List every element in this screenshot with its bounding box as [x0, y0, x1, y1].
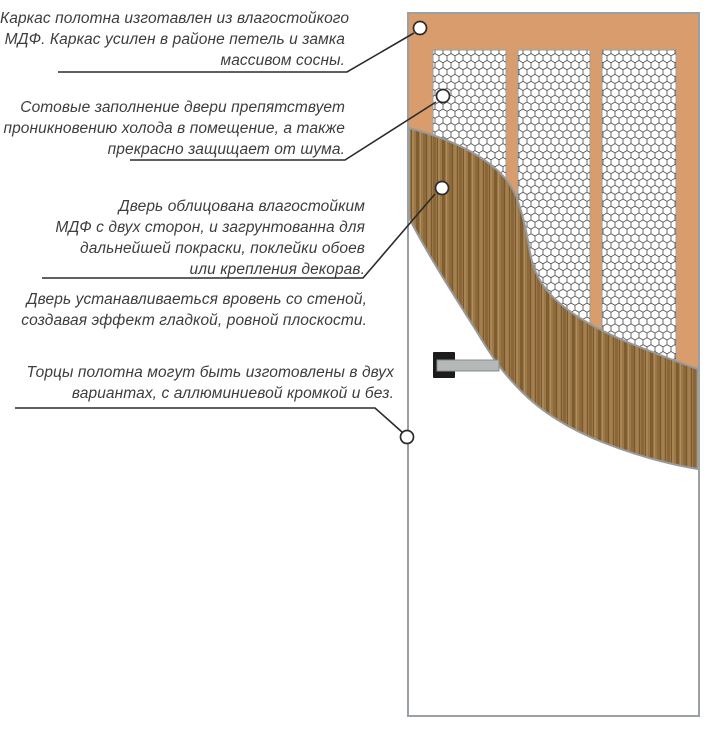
annotation-line: МДФ с двух сторон, и загрунтованна для — [55, 219, 365, 236]
annotation-cladding — [0, 196, 365, 280]
annotation-line: создавая эффект гладкой, ровной плоскости. — [21, 312, 367, 329]
annotation-edges — [0, 362, 394, 404]
annotation-frame — [0, 8, 350, 71]
annotation-line: или крепления декорав. — [189, 261, 365, 278]
door-handle-lever — [437, 360, 499, 371]
annotation-line: Дверь облицована влагостойким — [118, 198, 365, 215]
annotation-line: Сотовые заполнение двери препятствует — [20, 99, 345, 116]
annotation-line: массивом сосны. — [220, 52, 345, 69]
annotation-line: проникновению холода в помещение, а также — [3, 120, 345, 137]
annotation-line: вариантах, с аллюминиевой кромкой и без. — [71, 385, 394, 402]
annotation-line: Дверь устанавливаеться вровень со стеной, — [26, 291, 367, 308]
door-cutaway-illustration — [407, 12, 700, 717]
annotation-line: Каркас полотна изготавлен из влагостойкого — [0, 10, 350, 27]
annotation-honeycomb — [0, 97, 345, 160]
annotation-flush-mount — [0, 289, 367, 331]
annotation-line: дальнейшей покраски, поклейки обоев — [80, 240, 365, 257]
annotation-line: Торцы полотна могут быть изготовлены в двух — [26, 364, 394, 381]
annotation-line: МДФ. Каркас усилен в районе петель и замка — [4, 31, 345, 48]
leader-line-edges — [15, 408, 402, 432]
annotation-line: прекрасно защищает от шума. — [107, 141, 345, 158]
